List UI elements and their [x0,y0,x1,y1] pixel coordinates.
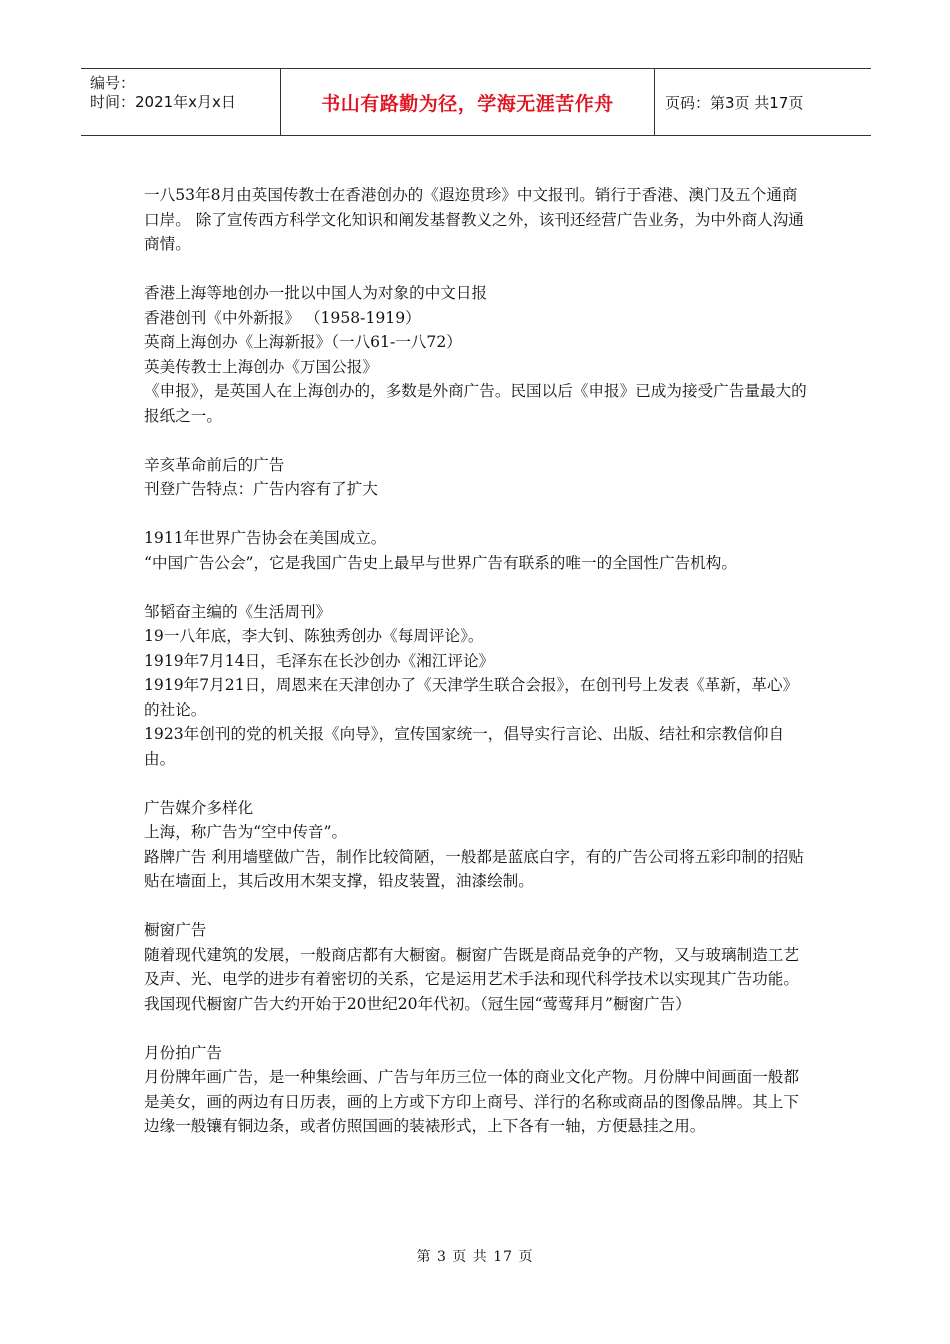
text-line: “中国广告公会”，它是我国广告史上最早与世界广告有联系的唯一的全国性广告机构。 [144,553,737,572]
text-line: 刊登广告特点：广告内容有了扩大 [144,480,378,498]
page-header [81,68,871,136]
paragraph: 路牌广告 利用墙壁做广告，制作比较简陋，一般都是蓝底白字，有的广告公司将五彩印制的招贴贴在墙面上，其后改用木架支撑，铅皮装置，油漆绘制。 [144,847,804,890]
section-heading: 广告媒介多样化 [144,798,254,817]
paragraph: 1919年7月21日，周恩来在天津创办了《天津学生联合会报》，在创刊号上发表《革新，革心》的社论。 [144,676,799,719]
text-line: 19一八年底，李大钊、陈独秀创办《每周评论》。 [144,627,484,645]
page-info: 页码：第3页 共17页 [665,93,804,112]
header-meta-cell [81,69,281,135]
text-line: 邹韬奋主编的《生活周刊》 [144,602,332,621]
text-line: 1919年7月14日，毛泽东在长沙创办《湘江评论》 [144,651,495,670]
document-body [144,183,810,1139]
text-line: 英美传教士上海创办《万国公报》 [144,357,378,376]
text-line: 英商上海创办《上海新报》（一八61-一八72） [144,333,462,351]
number-label: 编号： [90,74,136,92]
paragraph: 一八53年8月由英国传教士在香港创办的《遐迩贯珍》中文报刊。销行于香港、澳门及五个通商口岸。 除了宣传西方科学文化知识和阐发基督教义之外，该刊还经营广告业务，为中外商人沟通商情。 [144,186,804,253]
paragraph: 1923年创刊的党的机关报《向导》，宣传国家统一，倡导实行言论、出版、结社和宗教信仰自由。 [144,725,785,768]
page-footer: 第 3 页 共 17 页 [416,1249,534,1265]
text-line: 香港创刊《中外新报》 （1958-1919） [144,308,421,327]
paragraph: 《申报》，是英国人在上海创办的，多数是外商广告。民国以后《申报》已成为接受广告量最大的报纸之一。 [144,382,807,425]
motto-text: 书山有路勤为径，学海无涯苦作舟 [321,92,614,115]
section-heading: 橱窗广告 [144,921,207,939]
text-line: 上海，称广告为“空中传音”。 [144,823,348,841]
section-heading: 辛亥革命前后的广告 [144,455,285,474]
paragraph: 随着现代建筑的发展，一般商店都有大橱窗。橱窗广告既是商品竞争的产物，又与玻璃制造工艺及声、光、电学的进步有着密切的关系，它是运用艺术手法和现代科学技术以实现其广告功能。我国现代橱窗广告大约开始于20世纪20年代初。（冠生园“莺莺拜月”橱窗广告） [144,945,799,1013]
paragraph: 月份牌年画广告，是一种集绘画、广告与年历三位一体的商业文化产物。月份牌中间画面一般都是美女，画的两边有日历表，画的上方或下方印上商号、洋行的名称或商品的图像品牌。其上下边缘一般镶有铜边条，或者仿照国画的装裱形式，上下各有一轴，方便悬挂之用。 [144,1068,799,1135]
section-heading: 月份拍广告 [144,1043,222,1062]
text-line: 香港上海等地创办一批以中国人为对象的中文日报 [144,284,488,302]
date-label: 时间：2021年x月x日 [90,93,236,111]
header-motto-cell [281,69,655,135]
text-line: 1911年世界广告协会在美国成立。 [144,529,387,547]
